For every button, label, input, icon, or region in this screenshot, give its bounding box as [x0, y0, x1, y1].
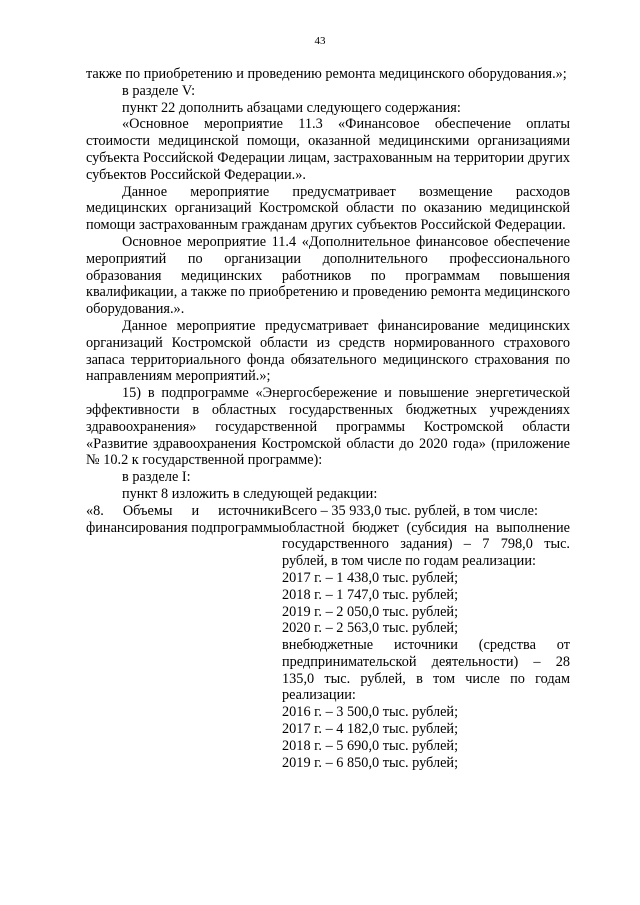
- funding-line: 2018 г. – 5 690,0 тыс. рублей;: [282, 737, 459, 754]
- funding-table-label: «8. Объемы и источники финансирования подпрограммы: [86, 502, 282, 536]
- paragraph-7: Данное мероприятие предусматривает финансирование медицинских организаций Костромской области из средств нормированного страхового запаса территориального фонда обязательного медицинского страхования по направлениям мероприятий.»;: [86, 317, 570, 385]
- funding-line: 2020 г. – 2 563,0 тыс. рублей;: [282, 620, 459, 637]
- funding-line: 2019 г. – 6 850,0 тыс. рублей;: [282, 754, 459, 771]
- paragraph-9: в разделе I:: [122, 469, 191, 486]
- paragraph-3: пункт 22 дополнить абзацами следующего содержания:: [122, 99, 461, 116]
- page-number: 43: [314, 35, 326, 47]
- funding-table-label-cell: [86, 503, 282, 772]
- funding-line: 2017 г. – 4 182,0 тыс. рублей;: [282, 721, 459, 738]
- paragraph-6: Основное мероприятие 11.4 «Дополнительное финансовое обеспечение мероприятий по организации дополнительного профессионального образования медицинских работников по программам повышения квалификации, а также по приобретению и проведению ремонта медицинского оборудования.».: [86, 233, 570, 318]
- funding-line: 2017 г. – 1 438,0 тыс. рублей;: [282, 569, 459, 586]
- funding-line: 2019 г. – 2 050,0 тыс. рублей;: [282, 603, 459, 620]
- funding-line: Всего – 35 933,0 тыс. рублей, в том числе:: [282, 502, 538, 519]
- funding-line: 2018 г. – 1 747,0 тыс. рублей;: [282, 586, 459, 603]
- document-body: [86, 66, 570, 771]
- funding-table-value-cell: [282, 503, 570, 772]
- paragraph-4: «Основное мероприятие 11.3 «Финансовое обеспечение оплаты стоимости медицинской помощи, оказанной медицинскими организациями субъекта Российской Федерации лицам, застрахованным на территории других субъектов Российской Федерации.».: [86, 116, 570, 183]
- funding-line: 2016 г. – 3 500,0 тыс. рублей;: [282, 704, 459, 721]
- funding-line: внебюджетные источники (средства от предпринимательской деятельности) – 28 135,0 тыс. рублей, в том числе по годам реализации:: [282, 637, 570, 704]
- paragraph-2: в разделе V:: [122, 82, 196, 99]
- funding-table: [86, 503, 570, 772]
- paragraph-8: 15) в подпрограмме «Энергосбережение и повышение энергетической эффективности в областных государственных бюджетных учреждениях здравоохранения» государственной программы Костромской области «Развитие здравоохранения Костромской области до 2020 года» (приложение № 10.2 к государственной программе):: [86, 385, 570, 469]
- paragraph-10: пункт 8 изложить в следующей редакции:: [122, 485, 378, 502]
- paragraph-5: Данное мероприятие предусматривает возмещение расходов медицинских организаций Костромской области по оказанию медицинской помощи застрахованным гражданам других субъектов Российской Федерации.: [86, 183, 570, 234]
- paragraph-1: также по приобретению и проведению ремонта медицинского оборудования.»;: [86, 66, 567, 82]
- funding-line: областной бюджет (субсидия на выполнение государственного задания) – 7 798,0 тыс. рублей, в том числе по годам реализации:: [282, 519, 570, 570]
